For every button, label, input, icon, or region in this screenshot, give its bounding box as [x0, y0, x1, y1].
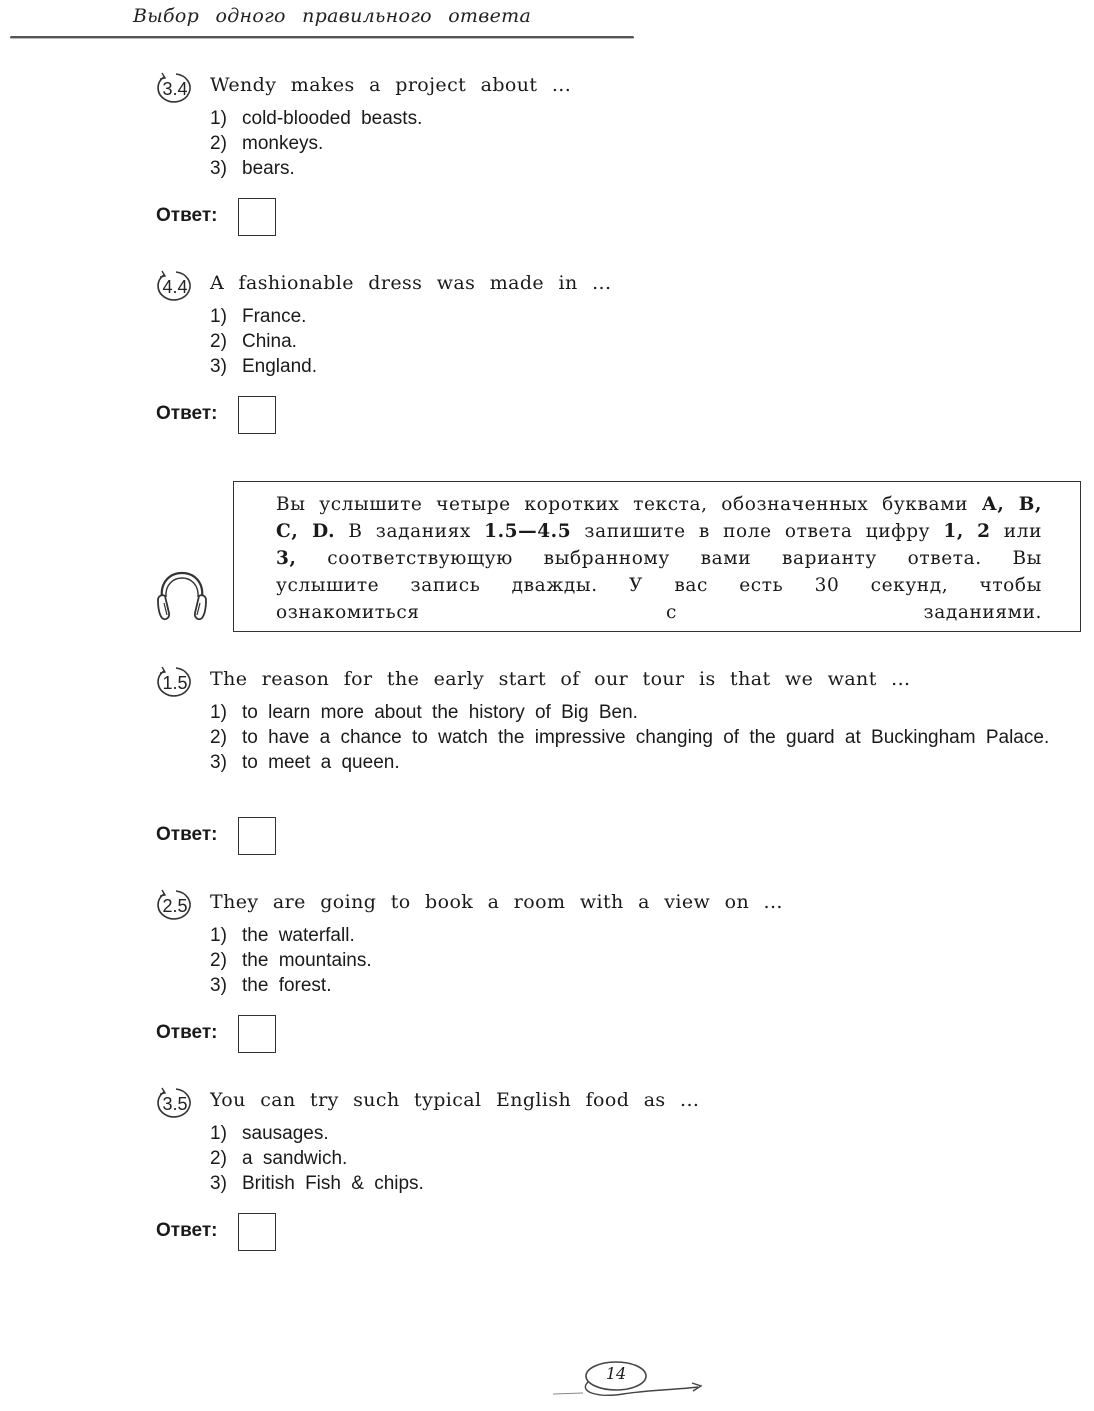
question-number-badge [156, 666, 194, 698]
option-number: 2) [210, 950, 227, 971]
question-text: A fashionable dress was made in ... [210, 272, 612, 294]
options-list [210, 1121, 1084, 1196]
answer-label: Ответ: [156, 824, 218, 845]
question-number-badge [156, 72, 194, 104]
option-text: to have a chance to watch the impressive changing of the guard at Buckingham Palace. [242, 727, 1050, 748]
option-number: 2) [210, 1148, 227, 1169]
option-text: to meet a queen. [242, 752, 400, 773]
options-list [210, 923, 1084, 998]
option-1 [210, 1121, 1084, 1146]
section-title: Выбор одного правильного ответа [133, 5, 532, 27]
option-1 [210, 106, 1084, 131]
question-number: 1.5 [162, 673, 188, 693]
option-number: 3) [210, 158, 227, 179]
question-text: They are going to book a room with a view on ... [210, 891, 783, 913]
question-3-4 [156, 72, 1091, 177]
question-number-badge [156, 889, 194, 921]
answer-box[interactable] [238, 198, 276, 236]
option-3 [210, 156, 1084, 181]
option-text: China. [242, 331, 297, 352]
answer-label: Ответ: [156, 403, 218, 424]
question-number: 4.4 [162, 277, 188, 297]
option-3 [210, 354, 1084, 379]
option-text: a sandwich. [242, 1148, 348, 1169]
page-footer [548, 1356, 708, 1402]
option-1 [210, 700, 1084, 725]
instruction-text: Вы услышите четыре коротких текста, обозначенных буквами А, В, С, D. В заданиях 1.5—4.5 запишите в поле ответа цифру 1, 2 или 3, соответствующую выбранному вами варианту ответа. Вы услышите запись дважды. У вас есть 30 секунд, чтобы ознакомиться с заданиями. [276, 494, 1043, 623]
option-number: 2) [210, 727, 227, 748]
option-number: 1) [210, 1123, 227, 1144]
page-number: 14 [605, 1364, 627, 1383]
option-3 [210, 973, 1084, 998]
option-number: 3) [210, 975, 227, 996]
option-number: 3) [210, 1173, 227, 1194]
option-text: England. [242, 356, 318, 377]
option-number: 1) [210, 306, 227, 327]
options-list [210, 106, 1084, 181]
question-text: Wendy makes a project about ... [210, 74, 572, 96]
option-text: the waterfall. [242, 925, 355, 946]
answer-box[interactable] [238, 396, 276, 434]
option-text: monkeys. [242, 133, 324, 154]
option-2 [210, 725, 1084, 750]
question-number-badge [156, 1087, 194, 1119]
option-text: British Fish & chips. [242, 1173, 424, 1194]
instruction-box [233, 481, 1081, 632]
option-2 [210, 948, 1084, 973]
option-1 [210, 923, 1084, 948]
options-list [210, 700, 1084, 775]
question-number: 3.5 [162, 1094, 188, 1114]
option-2 [210, 1146, 1084, 1171]
question-text: The reason for the early start of our tour is that we want ... [210, 668, 911, 690]
option-2 [210, 131, 1084, 156]
option-number: 1) [210, 925, 227, 946]
question-number-badge [156, 270, 194, 302]
option-number: 1) [210, 702, 227, 723]
question-2-5 [156, 889, 1091, 994]
options-list [210, 304, 1084, 379]
question-3-5 [156, 1087, 1091, 1192]
answer-label: Ответ: [156, 1220, 218, 1241]
question-4-4 [156, 270, 1091, 375]
option-3 [210, 1171, 1084, 1196]
option-text: the mountains. [242, 950, 372, 971]
question-number: 2.5 [162, 896, 188, 916]
answer-box[interactable] [238, 1213, 276, 1251]
option-number: 2) [210, 133, 227, 154]
option-text: sausages. [242, 1123, 329, 1144]
option-text: to learn more about the history of Big Ben. [242, 702, 638, 723]
headphones-icon [153, 568, 211, 626]
question-number: 3.4 [162, 79, 188, 99]
question-1-5 [156, 666, 1091, 771]
option-3 [210, 750, 1084, 775]
option-number: 2) [210, 331, 227, 352]
answer-box[interactable] [238, 817, 276, 855]
option-number: 1) [210, 108, 227, 129]
answer-box[interactable] [238, 1015, 276, 1053]
option-1 [210, 304, 1084, 329]
header-divider [10, 36, 634, 39]
answer-label: Ответ: [156, 205, 218, 226]
question-text: You can try such typical English food as ... [210, 1089, 700, 1111]
option-text: bears. [242, 158, 295, 179]
option-number: 3) [210, 356, 227, 377]
option-2 [210, 329, 1084, 354]
option-text: cold-blooded beasts. [242, 108, 423, 129]
answer-label: Ответ: [156, 1022, 218, 1043]
option-text: the forest. [242, 975, 332, 996]
option-text: France. [242, 306, 307, 327]
option-number: 3) [210, 752, 227, 773]
